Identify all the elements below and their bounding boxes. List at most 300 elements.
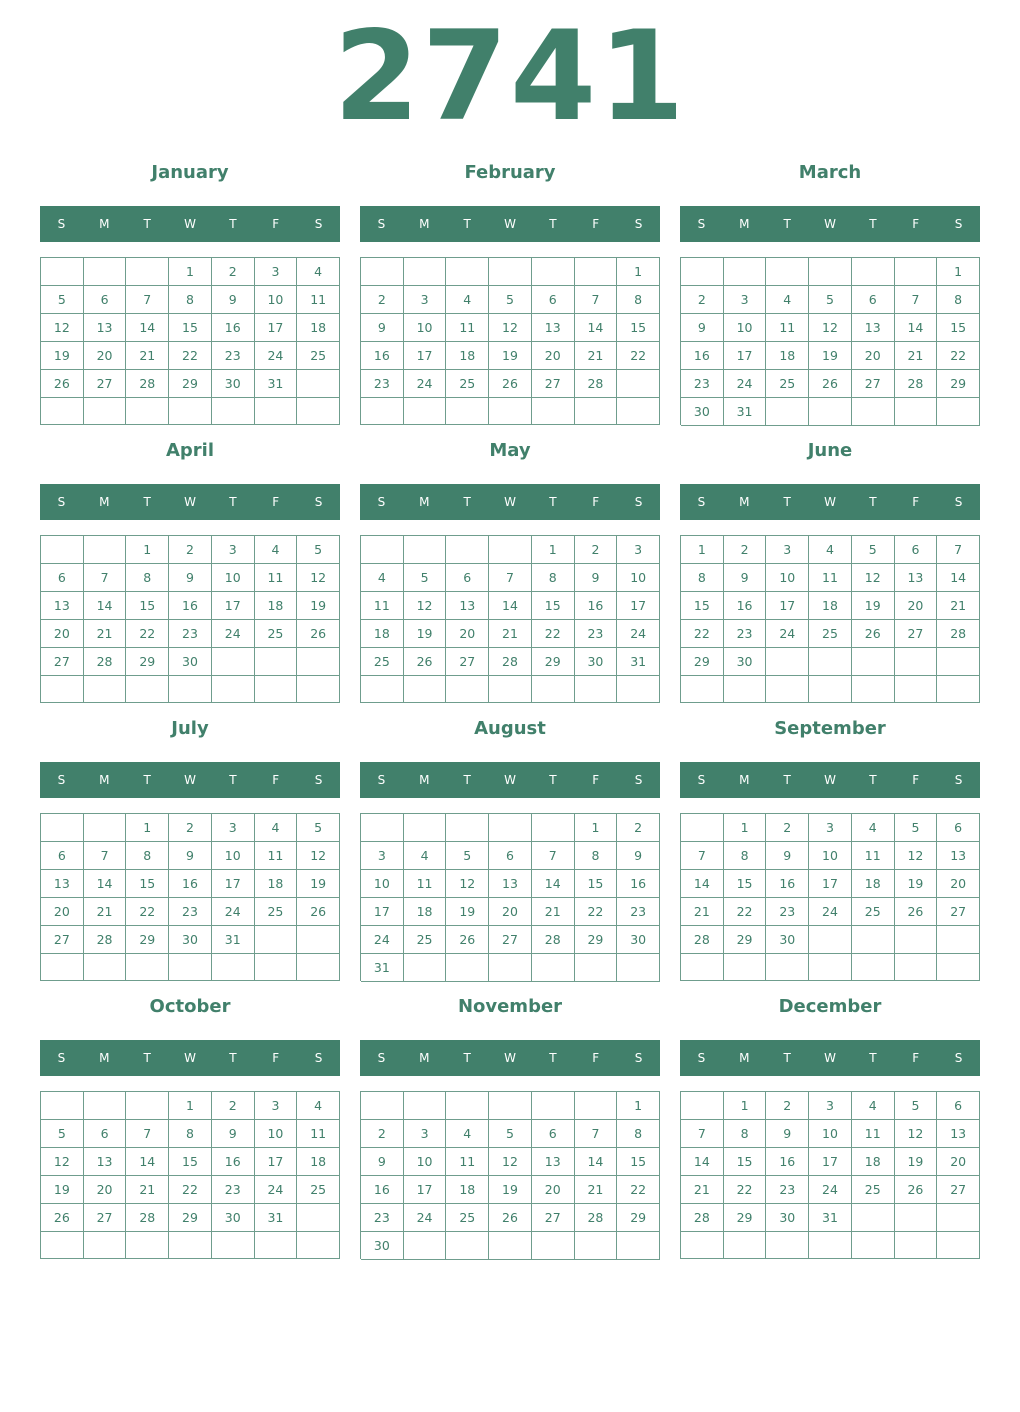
day-cell: 7 [84,842,127,870]
day-cell: 25 [404,926,447,954]
day-cell: 26 [489,370,532,398]
day-cell: 20 [937,870,980,898]
month-january [40,156,340,426]
day-cell: 7 [681,842,724,870]
day-cell: 4 [852,814,895,842]
weekday-label: T [783,1051,791,1065]
weekday-label: T [869,1051,877,1065]
day-cell: 14 [84,592,127,620]
day-cell: 17 [617,592,660,620]
day-cell: 2 [361,286,404,314]
day-cell: 12 [41,314,84,342]
day-cell: 26 [41,1204,84,1232]
day-cell: 5 [446,842,489,870]
month-march [680,156,980,426]
day-cell: 17 [404,342,447,370]
month-july [40,712,340,982]
day-cell: 22 [937,342,980,370]
empty-day-cell [766,954,809,981]
weekday-label: M [419,773,430,787]
day-cell: 18 [297,1148,340,1176]
day-cell: 24 [809,898,852,926]
day-cell: 30 [361,1232,404,1260]
empty-day-cell [41,954,84,981]
empty-day-cell [766,1232,809,1259]
empty-day-cell [937,1232,980,1259]
weekday-label: S [634,217,643,231]
empty-day-cell [575,258,618,286]
weekday-label: W [824,495,836,509]
day-cell: 24 [617,620,660,648]
day-cell: 9 [361,1148,404,1176]
day-cell: 28 [126,370,169,398]
empty-day-cell [895,926,938,954]
day-cell: 8 [617,1120,660,1148]
day-cell: 23 [361,1204,404,1232]
empty-day-cell [404,814,447,842]
empty-day-cell [852,1204,895,1232]
empty-day-cell [169,676,212,703]
day-grid [40,257,340,425]
month-name: October [149,996,231,1017]
day-cell: 18 [255,870,298,898]
weekday-label: S [57,1051,66,1065]
empty-day-cell [724,258,767,286]
weekday-label: S [314,217,323,231]
day-cell: 30 [724,648,767,676]
day-cell: 24 [724,370,767,398]
day-cell: 30 [169,926,212,954]
day-cell: 10 [809,842,852,870]
day-cell: 16 [212,1148,255,1176]
day-cell: 21 [575,1176,618,1204]
month-name: December [778,996,882,1017]
day-cell: 19 [809,342,852,370]
day-cell: 13 [895,564,938,592]
year-title: 2741 [333,5,687,149]
day-cell: 9 [681,314,724,342]
empty-day-cell [766,648,809,676]
day-cell: 11 [446,314,489,342]
day-cell: 14 [681,1148,724,1176]
day-cell: 5 [297,536,340,564]
day-cell: 25 [766,370,809,398]
empty-day-cell [809,954,852,981]
weekday-label: M [99,1051,110,1065]
day-grid [680,813,980,981]
day-cell: 21 [84,620,127,648]
empty-day-cell [766,676,809,703]
month-november [360,990,660,1260]
day-cell: 28 [489,648,532,676]
day-cell: 12 [297,842,340,870]
day-cell: 3 [404,286,447,314]
month-name: March [798,162,862,183]
empty-day-cell [575,1092,618,1120]
day-cell: 25 [255,620,298,648]
day-cell: 22 [169,1176,212,1204]
day-cell: 9 [361,314,404,342]
weekday-label: F [912,495,920,509]
day-cell: 16 [617,870,660,898]
day-cell: 17 [766,592,809,620]
day-grid [40,535,340,703]
day-cell: 9 [575,564,618,592]
day-cell: 11 [766,314,809,342]
day-cell: 4 [297,258,340,286]
day-cell: 1 [169,1092,212,1120]
weekday-label: S [954,217,963,231]
day-cell: 4 [809,536,852,564]
weekday-label: F [912,773,920,787]
day-cell: 21 [681,1176,724,1204]
empty-day-cell [297,1204,340,1232]
empty-day-cell [809,926,852,954]
weekday-label: F [272,1051,280,1065]
day-cell: 13 [937,842,980,870]
day-cell: 23 [724,620,767,648]
day-cell: 23 [212,1176,255,1204]
day-cell: 29 [126,926,169,954]
day-cell: 5 [41,1120,84,1148]
empty-day-cell [361,398,404,425]
empty-day-cell [575,676,618,703]
day-cell: 14 [84,870,127,898]
empty-day-cell [895,1204,938,1232]
day-cell: 19 [446,898,489,926]
weekday-header [680,762,980,798]
day-cell: 20 [895,592,938,620]
weekday-label: M [739,495,750,509]
weekday-label: T [229,773,237,787]
day-cell: 1 [724,1092,767,1120]
empty-day-cell [681,814,724,842]
empty-day-cell [681,676,724,703]
day-cell: 4 [297,1092,340,1120]
day-cell: 6 [895,536,938,564]
day-cell: 12 [489,314,532,342]
empty-day-cell [809,258,852,286]
weekday-label: M [419,495,430,509]
day-cell: 18 [297,314,340,342]
empty-day-cell [41,814,84,842]
day-cell: 15 [532,592,575,620]
empty-day-cell [361,1092,404,1120]
day-cell: 10 [404,1148,447,1176]
day-cell: 13 [532,314,575,342]
empty-day-cell [681,954,724,981]
day-cell: 6 [41,842,84,870]
day-cell: 31 [361,954,404,982]
day-cell: 18 [809,592,852,620]
empty-day-cell [297,954,340,981]
day-cell: 21 [575,342,618,370]
empty-day-cell [446,536,489,564]
day-cell: 5 [489,286,532,314]
empty-day-cell [361,676,404,703]
weekday-label: W [184,495,196,509]
day-cell: 12 [895,1120,938,1148]
weekday-header [360,206,660,242]
empty-day-cell [852,926,895,954]
day-cell: 9 [169,842,212,870]
day-cell: 11 [297,1120,340,1148]
day-cell: 3 [255,1092,298,1120]
month-august [360,712,660,982]
empty-day-cell [255,1232,298,1259]
weekday-label: F [272,495,280,509]
weekday-label: F [592,217,600,231]
month-may [360,434,660,704]
empty-day-cell [489,954,532,982]
weekday-label: W [184,1051,196,1065]
weekday-label: T [143,495,151,509]
weekday-label: T [463,495,471,509]
day-cell: 26 [852,620,895,648]
empty-day-cell [255,648,298,676]
day-cell: 11 [361,592,404,620]
day-cell: 23 [212,342,255,370]
empty-day-cell [404,676,447,703]
weekday-label: M [739,217,750,231]
day-cell: 20 [489,898,532,926]
empty-day-cell [937,954,980,981]
day-cell: 22 [617,1176,660,1204]
day-cell: 22 [126,620,169,648]
weekday-label: T [549,773,557,787]
day-cell: 16 [361,342,404,370]
day-cell: 27 [937,898,980,926]
day-cell: 16 [212,314,255,342]
day-cell: 4 [766,286,809,314]
empty-day-cell [255,954,298,981]
day-cell: 23 [575,620,618,648]
empty-day-cell [766,258,809,286]
day-cell: 14 [937,564,980,592]
day-cell: 1 [126,536,169,564]
day-cell: 2 [169,536,212,564]
day-cell: 3 [809,814,852,842]
empty-day-cell [297,926,340,954]
day-cell: 24 [212,898,255,926]
day-cell: 12 [809,314,852,342]
day-cell: 22 [575,898,618,926]
day-cell: 30 [681,398,724,426]
day-cell: 10 [724,314,767,342]
empty-day-cell [404,536,447,564]
day-cell: 11 [809,564,852,592]
day-cell: 14 [489,592,532,620]
day-cell: 19 [852,592,895,620]
day-cell: 16 [681,342,724,370]
weekday-label: S [634,495,643,509]
weekday-label: S [377,217,386,231]
day-cell: 20 [446,620,489,648]
empty-day-cell [297,370,340,398]
day-cell: 11 [255,842,298,870]
empty-day-cell [297,648,340,676]
month-name: April [165,440,215,461]
day-cell: 10 [766,564,809,592]
day-cell: 6 [937,814,980,842]
day-grid [680,535,980,703]
day-cell: 28 [937,620,980,648]
empty-day-cell [852,648,895,676]
day-cell: 18 [446,1176,489,1204]
day-cell: 29 [937,370,980,398]
day-cell: 8 [724,1120,767,1148]
day-cell: 4 [361,564,404,592]
weekday-label: M [99,773,110,787]
weekday-label: T [549,1051,557,1065]
day-cell: 13 [489,870,532,898]
day-cell: 14 [895,314,938,342]
weekday-label: T [143,217,151,231]
empty-day-cell [446,814,489,842]
day-cell: 17 [212,870,255,898]
day-cell: 29 [532,648,575,676]
day-cell: 19 [404,620,447,648]
day-cell: 27 [41,648,84,676]
weekday-label: T [229,217,237,231]
day-cell: 6 [489,842,532,870]
empty-day-cell [169,398,212,425]
day-cell: 11 [852,842,895,870]
day-cell: 9 [169,564,212,592]
day-cell: 22 [169,342,212,370]
day-cell: 19 [895,1148,938,1176]
day-cell: 21 [489,620,532,648]
day-cell: 26 [809,370,852,398]
empty-day-cell [404,954,447,982]
day-cell: 26 [489,1204,532,1232]
day-cell: 28 [575,1204,618,1232]
day-cell: 9 [766,1120,809,1148]
empty-day-cell [937,676,980,703]
empty-day-cell [41,676,84,703]
day-cell: 1 [575,814,618,842]
day-grid [40,1091,340,1259]
day-cell: 7 [575,1120,618,1148]
empty-day-cell [297,676,340,703]
weekday-header [40,762,340,798]
day-cell: 28 [532,926,575,954]
day-cell: 27 [532,370,575,398]
day-cell: 1 [126,814,169,842]
day-cell: 15 [169,1148,212,1176]
day-cell: 9 [212,1120,255,1148]
day-cell: 11 [255,564,298,592]
weekday-label: W [504,1051,516,1065]
weekday-label: W [504,217,516,231]
day-cell: 14 [575,1148,618,1176]
empty-day-cell [84,676,127,703]
empty-day-cell [212,648,255,676]
day-cell: 17 [724,342,767,370]
weekday-label: W [824,773,836,787]
day-cell: 25 [255,898,298,926]
empty-day-cell [532,676,575,703]
weekday-label: S [954,495,963,509]
empty-day-cell [84,814,127,842]
empty-day-cell [446,954,489,982]
day-cell: 19 [895,870,938,898]
day-cell: 5 [809,286,852,314]
day-cell: 6 [532,286,575,314]
day-cell: 30 [212,370,255,398]
day-cell: 1 [681,536,724,564]
empty-day-cell [404,1232,447,1260]
weekday-label: T [783,495,791,509]
day-cell: 3 [255,258,298,286]
weekday-label: F [272,217,280,231]
weekday-label: W [824,1051,836,1065]
empty-day-cell [532,814,575,842]
day-cell: 21 [126,1176,169,1204]
day-cell: 27 [84,1204,127,1232]
empty-day-cell [41,1092,84,1120]
day-cell: 23 [766,1176,809,1204]
day-cell: 30 [169,648,212,676]
month-september [680,712,980,982]
day-cell: 5 [852,536,895,564]
day-cell: 17 [361,898,404,926]
day-grid [360,1091,660,1259]
weekday-label: T [549,217,557,231]
day-cell: 31 [212,926,255,954]
weekday-label: S [697,1051,706,1065]
day-cell: 22 [681,620,724,648]
day-cell: 24 [255,1176,298,1204]
weekday-label: S [377,495,386,509]
day-cell: 14 [126,314,169,342]
day-grid [360,257,660,425]
day-cell: 2 [361,1120,404,1148]
day-cell: 12 [297,564,340,592]
day-cell: 27 [937,1176,980,1204]
day-cell: 20 [41,898,84,926]
day-cell: 28 [84,926,127,954]
day-cell: 10 [255,286,298,314]
day-cell: 1 [617,258,660,286]
day-cell: 4 [446,286,489,314]
day-cell: 21 [126,342,169,370]
empty-day-cell [212,954,255,981]
day-cell: 5 [404,564,447,592]
weekday-header [680,1040,980,1076]
empty-day-cell [126,1092,169,1120]
empty-day-cell [617,398,660,425]
empty-day-cell [895,1232,938,1259]
day-cell: 1 [937,258,980,286]
day-cell: 22 [724,898,767,926]
empty-day-cell [404,258,447,286]
day-cell: 19 [489,342,532,370]
day-cell: 5 [41,286,84,314]
day-cell: 18 [446,342,489,370]
day-cell: 16 [575,592,618,620]
empty-day-cell [212,398,255,425]
day-cell: 17 [809,1148,852,1176]
empty-day-cell [361,536,404,564]
month-february [360,156,660,426]
day-cell: 13 [84,314,127,342]
weekday-label: T [143,1051,151,1065]
empty-day-cell [212,676,255,703]
day-cell: 7 [84,564,127,592]
empty-day-cell [617,954,660,982]
empty-day-cell [575,1232,618,1260]
